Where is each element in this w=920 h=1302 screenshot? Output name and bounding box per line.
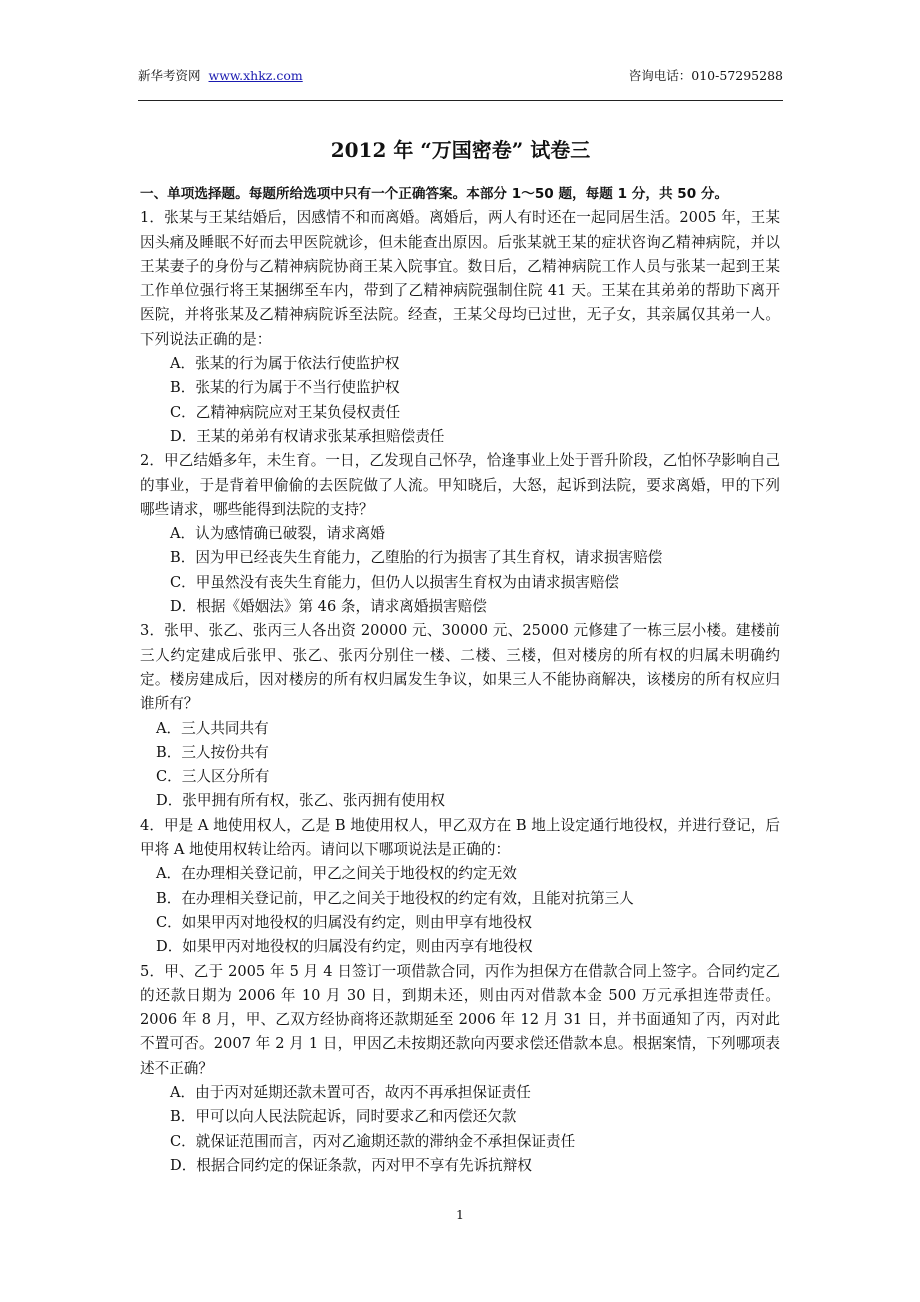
option-c: C．如果甲丙对地役权的归属没有约定，则由甲享有地役权 [156, 913, 533, 931]
option-b: B．因为甲已经丧失生育能力，乙堕胎的行为损害了其生育权，请求损害赔偿 [170, 549, 663, 567]
document-title: 2012 年 “万国密卷” 试卷三 [330, 138, 591, 162]
question-stem: 5．甲、乙于 2005 年 5 月 4 日签订一项借款合同，丙作为担保方在借款合同上签字。合同约定乙的还款日期为 2006 年 10 月 30 日，到期未还，则由丙对借款本金 500 万元承担连带责任。2006 年 8 月，甲、乙双方经协商将还款期延至 2006 年 12 月 31 日，并书面通知了丙，丙对此不置可否。2007 年 2 月 1 日，甲因乙未按期还款向丙要求偿还借款本息。根据案情，下列哪项表述不正确？ [140, 962, 780, 1077]
question-stem: 2．甲乙结婚多年，未生育。一日，乙发现自己怀孕，恰逢事业上处于晋升阶段，乙怕怀孕影响自己的事业，于是背着甲偷偷的去医院做了人流。甲知晓后，大怒，起诉到法院，要求离婚，甲的下列哪些请求，哪些能得到法院的支持？ [140, 452, 780, 518]
option-d: D．王某的弟弟有权请求张某承担赔偿责任 [170, 427, 445, 445]
question-2 [140, 449, 780, 619]
site-link[interactable]: www.xhkz.com [208, 68, 303, 83]
option-b: B．在办理相关登记前，甲乙之间关于地役权的约定有效，且能对抗第三人 [156, 889, 634, 907]
page-number: 1 [456, 1207, 464, 1222]
option-c: C．就保证范围而言，丙对乙逾期还款的滞纳金不承担保证责任 [170, 1132, 576, 1150]
phone-text: 咨询电话：010-57295288 [628, 68, 783, 83]
question-stem: 3．张甲、张乙、张丙三人各出资 20000 元、30000 元、25000 元修建了一栋三层小楼。建楼前三人约定建成后张甲、张乙、张丙分别住一楼、二楼、三楼，但对楼房的所有权的归属未明确约定。楼房建成后，因对楼房的所有权归属发生争议，如果三人不能协商解决，该楼房的所有权应归谁所有？ [140, 622, 780, 713]
option-b: B．甲可以向人民法院起诉，同时要求乙和丙偿还欠款 [170, 1108, 517, 1126]
option-b: B．张某的行为属于不当行使监护权 [170, 379, 400, 397]
question-1 [140, 206, 780, 449]
question-stem: 4．甲是 A 地使用权人，乙是 B 地使用权人，甲乙双方在 B 地上设定通行地役权，并进行登记，后甲将 A 地使用权转让给丙。请问以下哪项说法是正确的： [140, 816, 780, 859]
option-b: B．三人按份共有 [156, 743, 269, 761]
option-d: D．如果甲丙对地役权的归属没有约定，则由丙享有地役权 [156, 938, 533, 956]
section-heading: 一、单项选择题。每题所给选项中只有一个正确答案。本部分 1～50 题，每题 1 分，共 50 分。 [140, 186, 729, 202]
option-d: D．根据《婚姻法》第 46 条，请求离婚损害赔偿 [170, 598, 487, 616]
option-c: C．甲虽然没有丧失生育能力，但仍人以损害生育权为由请求损害赔偿 [170, 573, 619, 591]
option-d: D．张甲拥有所有权，张乙、张丙拥有使用权 [156, 792, 445, 810]
site-name: 新华考资网 [138, 68, 201, 83]
question-4 [140, 814, 780, 960]
option-c: C．乙精神病院应对王某负侵权责任 [170, 403, 401, 421]
header-rule [138, 100, 783, 101]
document-body [140, 182, 780, 1178]
question-stem: 1．张某与王某结婚后，因感情不和而离婚。离婚后，两人有时还在一起同居生活。2005 年，王某因头痛及睡眠不好而去甲医院就诊，但未能查出原因。后张某就王某的症状咨询乙精神病院，并以王某妻子的身份与乙精神病院协商王某入院事宜。数日后，乙精神病院工作人员与张某一起到王某工作单位强行将王某捆绑至车内，带到了乙精神病院强制住院 41 天。王某在其弟弟的帮助下离开医院，并将张某及乙精神病院诉至法院。经查，王某父母均已过世，无子女，其亲属仅其弟一人。下列说法正确的是： [140, 209, 780, 348]
option-a: A．认为感情确已破裂，请求离婚 [170, 525, 385, 543]
option-a: A．由于丙对延期还款未置可否，故丙不再承担保证责任 [170, 1083, 531, 1101]
page-header [138, 64, 783, 86]
option-a: A．在办理相关登记前，甲乙之间关于地役权的约定无效 [156, 865, 517, 883]
option-d: D．根据合同约定的保证条款，丙对甲不享有先诉抗辩权 [170, 1156, 532, 1174]
option-c: C．三人区分所有 [156, 768, 270, 786]
question-3 [140, 619, 780, 813]
question-5 [140, 960, 780, 1179]
header-left [138, 66, 303, 84]
option-a: A．张某的行为属于依法行使监护权 [170, 355, 400, 373]
option-a: A．三人共同共有 [156, 719, 269, 737]
